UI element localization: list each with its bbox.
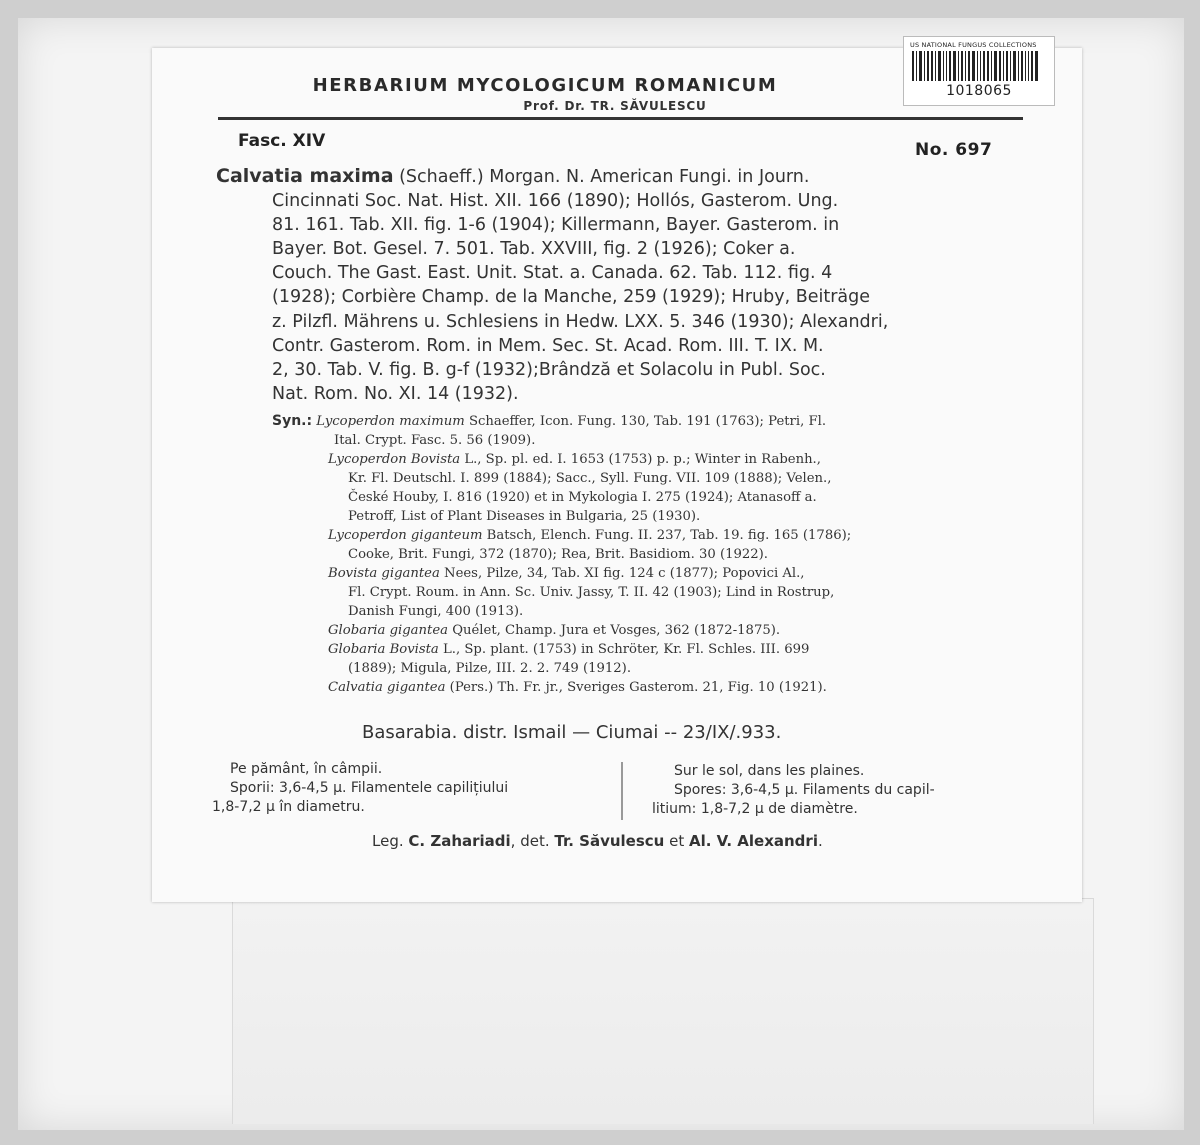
synonym-entry: Calvatia gigantea (Pers.) Th. Fr. jr., Sveriges Gasterom. 21, Fig. 10 (1921). [328,680,827,695]
barcode-stripe [938,51,941,81]
barcode-stripe [977,51,978,81]
citation-line: Calvatia maxima (Schaeff.) Morgan. N. American Fungi. in Journ. [216,165,810,187]
barcode-stripe [1035,51,1038,81]
barcode-stripe [1003,51,1004,81]
barcode-stripe [916,51,917,81]
barcode-stripe [958,51,959,81]
citation-line: 2, 30. Tab. V. fig. B. g-f (1932);Brândză et Solacolu in Publ. Soc. [272,359,826,380]
barcode-stripe [949,51,951,81]
barcode-stripe [1028,51,1029,81]
barcode-stripe [912,51,914,81]
barcode-label [903,36,1055,106]
barcode-stripe [987,51,989,81]
citation-line: (1928); Corbière Champ. de la Manche, 259 (1929); Hruby, Beiträge [272,287,871,308]
barcode-stripe [1031,51,1033,81]
barcode-stripe [961,51,963,81]
synonyms-list [272,412,1037,697]
species-citation [216,164,1034,406]
barcode-caption: US NATIONAL FUNGUS COLLECTIONS [910,41,1037,49]
synonym-entry: Syn.: Lycoperdon maximum Schaeffer, Icon. Fung. 130, Tab. 191 (1763); Petri, Fl. Ital. Crypt. Fasc. 5. 56 (1909). [272,413,827,448]
barcode-stripe [999,51,1001,81]
barcode-stripe [927,51,929,81]
barcode-stripe [980,51,981,81]
barcode-number: 1018065 [946,83,1012,99]
habitat-romanian: Pe pământ, în câmpii. Sporii: 3,6-4,5 μ. Filamentele capilițiului 1,8-7,2 μ în diametru. [212,761,509,815]
habitat-french: Sur le sol, dans les plaines. Spores: 3,6-4,5 μ. Filaments du capil- litium: 1,8-7,2 μ de diamètre. [652,763,935,817]
barcode-stripe [931,51,933,81]
barcode-stripe [1018,51,1019,81]
synonym-entry: Globaria Bovista L., Sp. plant. (1753) in Schröter, Kr. Fl. Schles. III. 699 (1889); Migula, Pilze, III. 2. 2. 749 (1912). [328,642,810,676]
synonym-entry: Lycoperdon Bovista L., Sp. pl. ed. I. 1653 (1753) p. p.; Winter in Rabenh., Kr. Fl. Deutschl. I. 899 (1884); Sacc., Syll. Fung. VII. 109 (1888); Velen., České Houby, I. 816 (1920) et in Mykologia I. 275 (1924); Atanasoff a. Petroff, List of Plant Diseases in Bulgaria, 25 (1930). [328,452,832,524]
barcode-stripe [1021,51,1023,81]
specimen-number: No. 697 [915,140,993,160]
synonym-entry: Lycoperdon giganteum Batsch, Elench. Fung. II. 237, Tab. 19. fig. 165 (1786); Cooke, Brit. Fungi, 372 (1870); Rea, Brit. Basidiom. 30 (1922). [328,528,852,562]
barcode-stripe [965,51,966,81]
citation-line: z. Pilzfl. Mährens u. Schlesiens in Hedw. LXX. 5. 346 (1930); Alexandri, [272,311,889,332]
synonym-entry: Bovista gigantea Nees, Pilze, 34, Tab. XI fig. 124 c (1877); Popovici Al., Fl. Crypt. Roum. in Ann. Sc. Univ. Jassy, T. II. 42 (1903); Lind in Rostrup, Danish Fungi, 400 (1913). [328,566,835,619]
barcode-stripe [924,51,925,81]
barcode-stripe [1006,51,1008,81]
barcode-stripe [983,51,985,81]
determiner-name: Tr. Săvulescu [554,832,665,850]
locality: Basarabia. distr. Ismail — Ciumai -- 23/IX/.933. [362,722,782,743]
species-name: Calvatia maxima [216,165,394,187]
barcode-stripe [953,51,956,81]
citation-line: 81. 161. Tab. XII. fig. 1-6 (1904); Killermann, Bayer. Gasterom. in [272,215,840,236]
synonyms-lead: Syn.: [272,413,313,429]
barcode-icon [912,51,1046,81]
barcode-stripe [991,51,992,81]
header-rule [218,117,1023,120]
herbarium-title: HERBARIUM MYCOLOGICUM ROMANICUM [312,75,778,96]
barcode-stripe [943,51,944,81]
barcode-stripe [968,51,970,81]
barcode-stripe [1013,51,1016,81]
barcode-stripe [919,51,922,81]
fascicle-label: Fasc. XIV [238,131,326,151]
barcode-stripe [946,51,947,81]
citation-line: Couch. The Gast. East. Unit. Stat. a. Canada. 62. Tab. 112. fig. 4 [272,263,833,284]
barcode-stripe [1010,51,1011,81]
citation-line: Nat. Rom. No. XI. 14 (1932). [272,383,519,404]
collector-name: C. Zahariadi [408,832,511,850]
barcode-stripe [972,51,975,81]
specimen-envelope [232,898,1094,1124]
synonym-entry: Globaria gigantea Quélet, Champ. Jura et Vosges, 362 (1872-1875). [328,623,781,638]
herbarium-subtitle: Prof. Dr. TR. SĂVULESCU [523,99,707,113]
column-divider [621,762,623,820]
determiner-name: Al. V. Alexandri [689,832,818,850]
collector-determiner: Leg. C. Zahariadi, det. Tr. Săvulescu et Al. V. Alexandri. [372,832,823,850]
citation-line: Bayer. Bot. Gesel. 7. 501. Tab. XXVIII, fig. 2 (1926); Coker a. [272,239,796,260]
citation-line: Cincinnati Soc. Nat. Hist. XII. 166 (1890); Hollós, Gasterom. Ung. [272,191,839,212]
barcode-stripe [1025,51,1026,81]
barcode-stripe [994,51,997,81]
barcode-stripe [935,51,936,81]
citation-line: Contr. Gasterom. Rom. in Mem. Sec. St. Acad. Rom. III. T. IX. M. [272,335,824,356]
